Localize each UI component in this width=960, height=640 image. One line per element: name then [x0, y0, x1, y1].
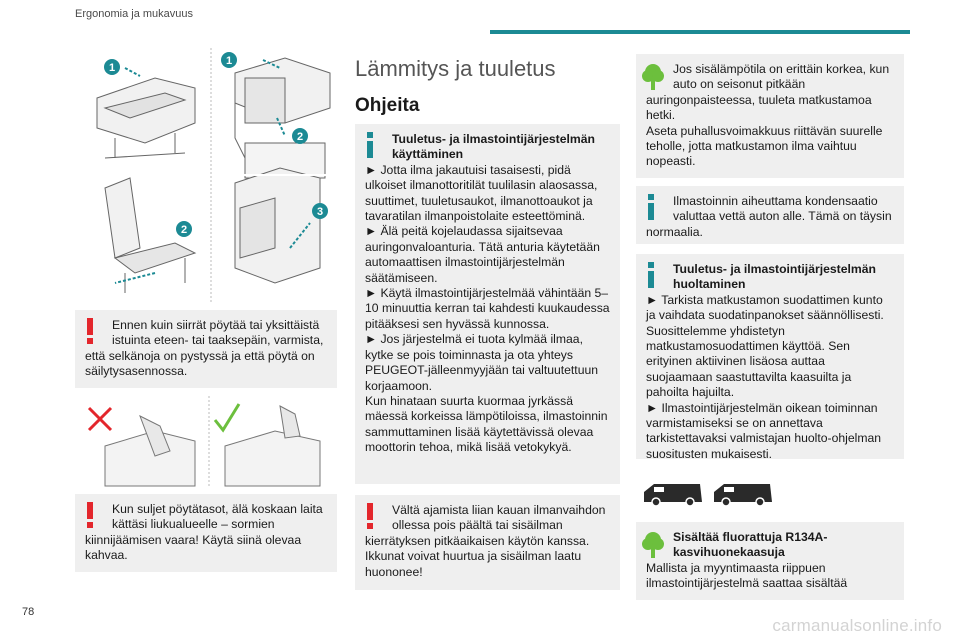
callout-1b: 1 [225, 55, 233, 67]
warning-table-close-rest: kiinnijäämisen vaara! Käytä siinä olevaa kahvaa. [85, 532, 302, 563]
info-ventilation-maintenance-title: Tuuletus- ja ilmastointijärjestelmän huoltaminen [673, 262, 876, 292]
tree-icon [642, 530, 664, 564]
exclamation-icon [85, 502, 95, 532]
tree-icon [642, 62, 664, 96]
page-number: 78 [22, 606, 35, 618]
callout-2a: 2 [296, 131, 304, 143]
warning-table-close-lead: Kun suljet pöytätasot, älä koskaan laita kättäsi liukualueelle – sormien [112, 502, 323, 532]
eco-refrigerant-rest: Mallista ja myyntimaasta riippuen ilmastointijärjestelmä saattaa sisältää [646, 560, 848, 591]
info-ventilation-use-line-4: ► Jos järjestelmä ei tuota kylmää ilmaa, kytke se pois toiminnasta ja ota yhteys PEUGEOT-jälleenmyyjään tai valtuutettuun korjaamoon. [365, 332, 599, 393]
wrong-x-icon [89, 408, 111, 430]
warning-table-move [75, 310, 337, 388]
seat-table-illustration [85, 48, 333, 302]
callout-1a: 1 [108, 62, 116, 74]
info-ventilation-use-title: Tuuletus- ja ilmastointijärjestelmän käyttäminen [392, 132, 595, 162]
callout-3: 3 [316, 206, 324, 218]
info-ventilation-use-line-2: ► Älä peitä kojelaudassa sijaitsevaa auringonvaloanturia. Tätä anturia käytetään automaattisen ilmastointijärjestelmän säätämiseen. [365, 224, 600, 285]
watermark: carmanualsonline.info [772, 616, 942, 635]
section-title: Lämmitys ja tuuletus [355, 56, 556, 81]
warning-table-close [75, 494, 337, 572]
info-icon [365, 132, 375, 162]
eco-hot-cabin-rest: auringonpaisteessa, tuuleta matkustamoa hetki. [646, 92, 872, 123]
callout-2b: 2 [180, 224, 188, 236]
info-ventilation-use-line-5: Kun hinataan suurta kuormaa jyrkässä mäessä korkeissa lämpötiloissa, ilmastoinnin sammuttaminen lisää käytettävissä olevaa moottorin tehoa, mikä lisää vetokykyä. [365, 393, 608, 455]
info-ventilation-maintenance-line-1: ► Tarkista matkustamon suodattimen kunto ja vaihdata suodatinpanokset säännöllisesti. [646, 292, 884, 323]
info-icon [646, 194, 656, 224]
warning-table-move-lead: Ennen kuin siirrät pöytää tai yksittäistä istuinta eteen- tai taaksepäin, varmista, [112, 318, 324, 348]
info-condensation-rest: normaalia. [646, 224, 703, 239]
info-ventilation-use-line-1: ► Jotta ilma jakautuisi tasaisesti, pidä ulkoiset ilmanottoritilät tuulilasin alaosassa, suuttimet, tuuletusaukot, ilmanottoaukot ja tavaratilan ilmanpoistolaite esteettöminä. [365, 162, 598, 224]
info-ventilation-use-line-3: ► Käytä ilmastointijärjestelmää vähintään 5–10 minuuttia kerran tai kahdesti kuukaudessa pitääksesi sen hyvässä kunnossa. [365, 286, 610, 331]
info-ventilation-maintenance [636, 254, 904, 459]
eco-hot-cabin [636, 54, 904, 178]
exclamation-icon [85, 318, 95, 348]
eco-hot-cabin-rest2: Aseta puhallusvoimakkuus riittävän suurelle teholle, jotta matkustamon ilma vaihtuu nopeasti. [646, 123, 883, 169]
info-ventilation-maintenance-line-2: Suosittelemme yhdistetyn matkustamosuodattimen käyttöä. Sen erityinen aktiivinen lisäosa auttaa suojaamaan saastuttavilta kaasuilta ja pahoilta hajuilta. [646, 323, 852, 400]
header-title: Ergonomia ja mukavuus [75, 8, 194, 20]
info-condensation [636, 186, 904, 244]
info-condensation-lead: Ilmastoinnin aiheuttama kondensaatio valuttaa vettä auton alle. Tämä on täysin [673, 194, 892, 224]
warning-recirculation-lead: Vältä ajamista liian kauan ilmanvaihdon ollessa pois päältä tai sisäilman [392, 503, 606, 533]
info-icon [646, 262, 656, 292]
exclamation-icon [365, 503, 375, 533]
section-subtitle: Ohjeita [355, 95, 420, 116]
eco-refrigerant [636, 522, 904, 600]
header-accent-bar [490, 30, 910, 34]
info-ventilation-maintenance-line-3: ► Ilmastointijärjestelmän oikean toiminnan varmistamiseksi se on annettava tarkistettavaksi valmistajan huolto-ohjelman suositusten mukaisesti. [646, 400, 882, 461]
info-ventilation-use [355, 124, 620, 484]
van-silhouette-icon [644, 484, 702, 506]
warning-table-move-rest: että selkänoja on pystyssä ja että pöytä on säilytysasennossa. [85, 348, 315, 379]
warning-recirculation-rest: kierrätyksen pitkäaikaisen käytön kanssa. Ikkunat voivat huurtua ja sisäilman laatu huononee! [365, 533, 590, 579]
correct-check-icon [215, 404, 239, 430]
vehicle-icons [640, 478, 780, 508]
warning-recirculation [355, 495, 620, 590]
eco-hot-cabin-lead: Jos sisälämpötila on erittäin korkea, kun auto on seisonut pitkään [673, 62, 890, 92]
hand-position-illustration [85, 396, 333, 488]
van-silhouette-icon [714, 484, 772, 506]
eco-refrigerant-title: Sisältää fluorattuja R134A-kasvihuonekaasuja [673, 530, 828, 560]
